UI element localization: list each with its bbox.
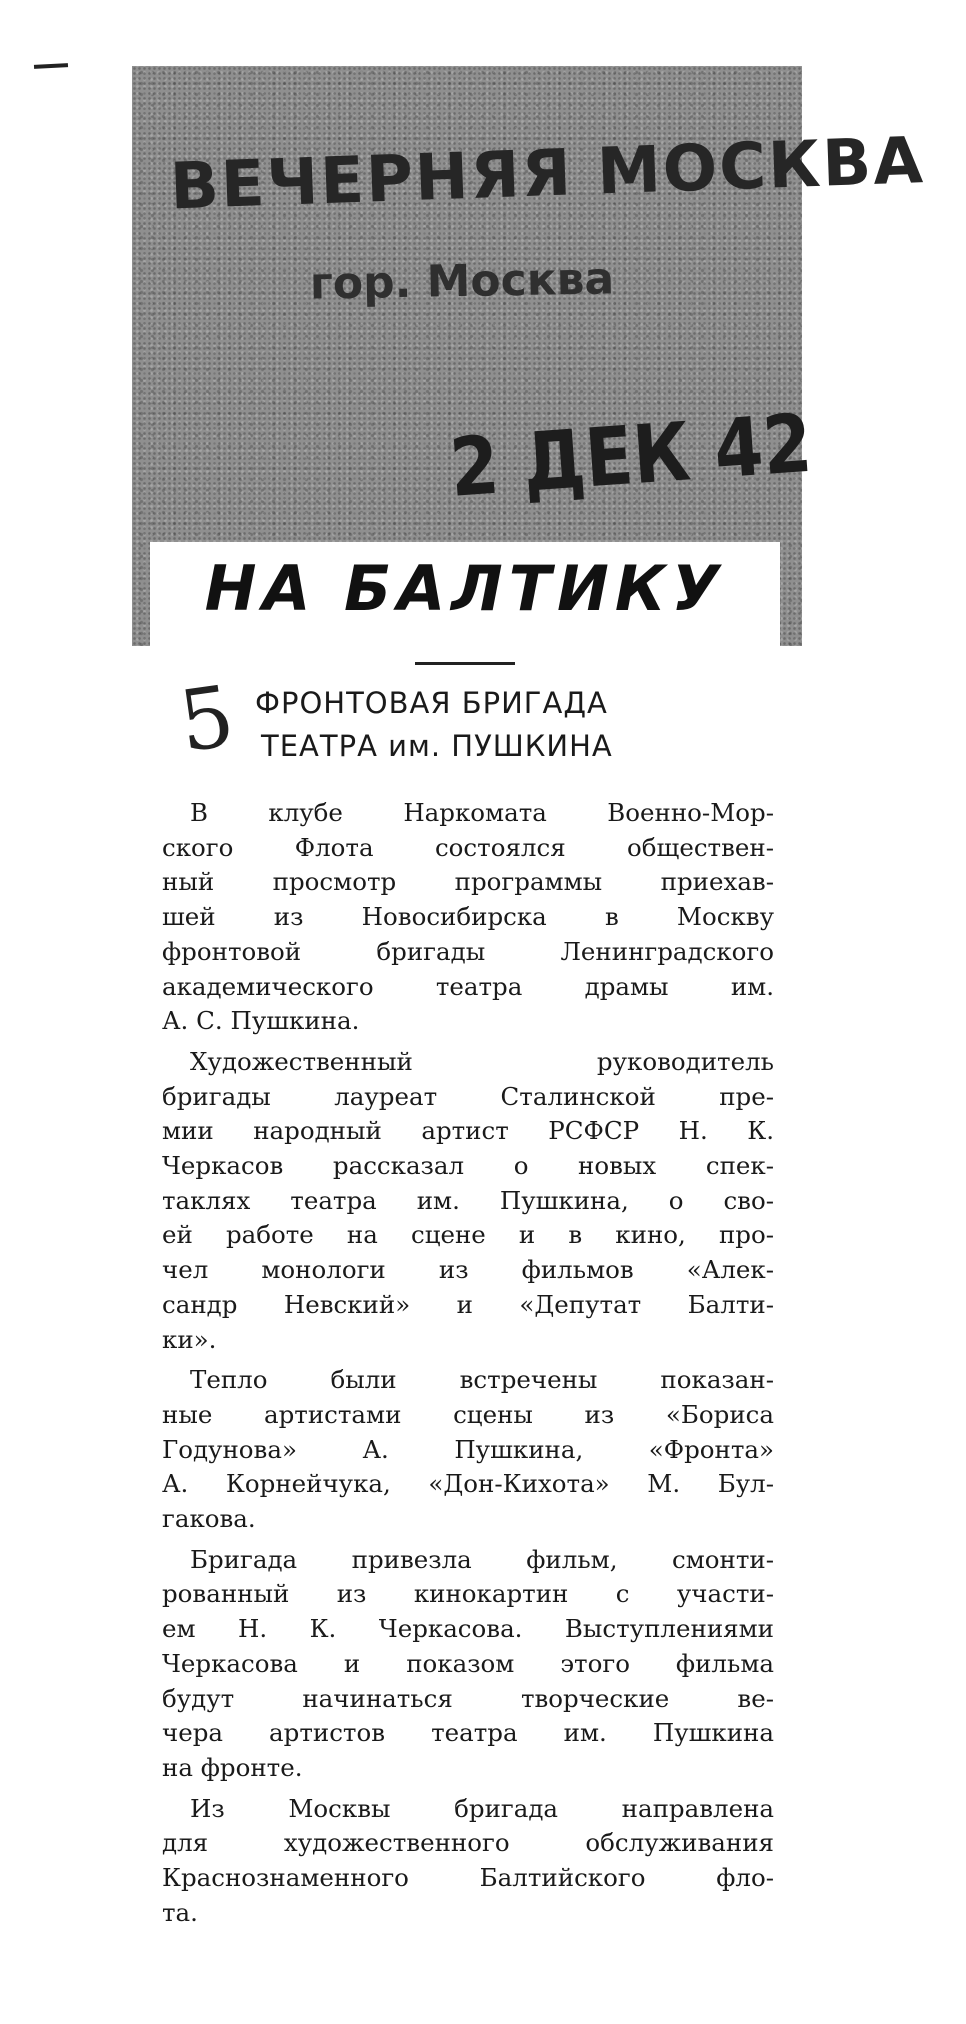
text-line: рованный из кинокартин с участи- [162, 1579, 774, 1609]
text-line: Художественный руководитель [190, 1046, 774, 1076]
scan-corner-mark [34, 63, 68, 69]
text-line: шей из Новосибирска в Москву [162, 902, 774, 932]
article-headline: НА БАЛТИКУ [204, 552, 726, 625]
text-line: Черкасов рассказал о новых спек- [162, 1151, 774, 1181]
text-line: гакова. [162, 1504, 256, 1534]
handwritten-mark: 5 [173, 666, 241, 772]
subheadline-line: ФРОНТОВАЯ БРИГАДА [255, 686, 608, 720]
subheadline-line: ТЕАТРА им. ПУШКИНА [261, 729, 613, 763]
text-line: Черкасова и показом этого фильма [162, 1648, 774, 1678]
text-line: А. Корнейчука, «Дон-Кихота» М. Бул- [162, 1469, 774, 1499]
text-line: ей работе на сцене и в кино, про- [162, 1220, 774, 1250]
text-line: ный просмотр программы приехав- [162, 867, 774, 897]
text-line: Годунова» А. Пушкина, «Фронта» [162, 1434, 774, 1464]
text-line: Бригада привезла фильм, смонти- [190, 1544, 774, 1574]
text-line: чел монологи из фильмов «Алек- [162, 1255, 774, 1285]
text-line: таклях театра им. Пушкина, о сво- [162, 1185, 774, 1215]
text-line: на фронте. [162, 1752, 303, 1782]
stamp-newspaper-name: ВЕЧЕРНЯЯ МОСКВА [168, 124, 926, 225]
text-line: для художественного обслуживания [162, 1828, 774, 1858]
headline-divider [415, 662, 515, 665]
text-line: ского Флота состоялся обществен- [162, 832, 774, 862]
text-line: Из Москвы бригада направлена [190, 1793, 774, 1823]
text-line: та. [162, 1897, 198, 1927]
text-line: фронтовой бригады Ленинградского [162, 936, 774, 966]
text-line: академического театра драмы им. [162, 971, 774, 1001]
article-paragraph [162, 1045, 774, 1357]
text-line: будут начинаться творческие ве- [162, 1683, 774, 1713]
headline-box [150, 542, 780, 652]
text-line: ем Н. К. Черкасова. Выступлениями [162, 1614, 774, 1644]
text-line: В клубе Наркомата Военно-Мор- [190, 798, 774, 827]
text-line: мии народный артист РСФСР Н. К. [162, 1116, 774, 1146]
article-body [162, 796, 774, 1937]
article-paragraph [162, 1543, 774, 1786]
article-subheadline [255, 682, 775, 768]
article-paragraph [162, 796, 774, 1039]
article-paragraph [162, 1363, 774, 1537]
text-line: Тепло были встречены показан- [190, 1365, 774, 1395]
text-line: А. С. Пушкина. [162, 1006, 360, 1036]
stamp-date: 2 ДЕК 42 [446, 396, 815, 516]
article-paragraph [162, 1792, 774, 1931]
text-line: чера артистов театра им. Пушкина [162, 1718, 774, 1748]
text-line: Краснознаменного Балтийского фло- [162, 1863, 774, 1893]
text-line: бригады лауреат Сталинской пре- [162, 1081, 774, 1111]
stamp-city: гор. Москва [309, 253, 615, 310]
text-line: ки». [162, 1324, 217, 1354]
text-line: сандр Невский» и «Депутат Балти- [162, 1289, 774, 1319]
text-line: ные артистами сцены из «Бориса [162, 1399, 774, 1429]
